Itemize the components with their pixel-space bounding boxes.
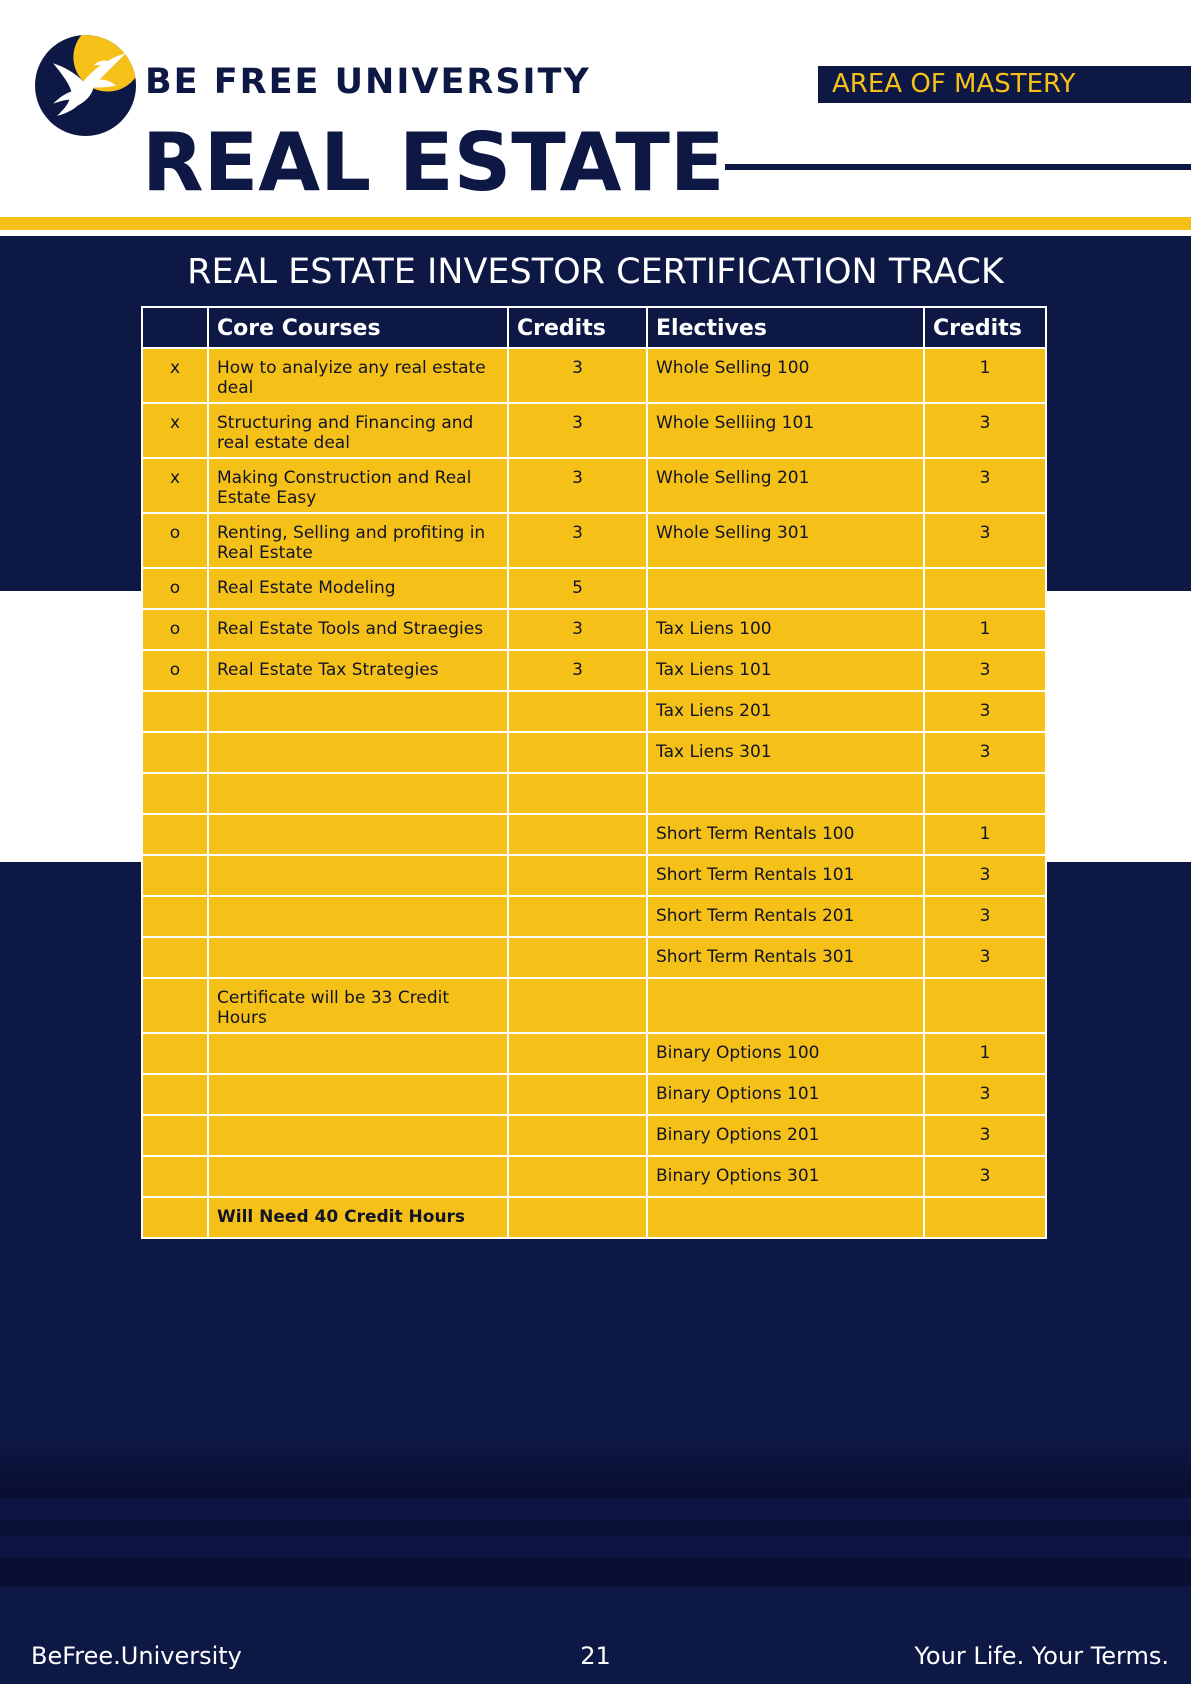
table-row	[142, 896, 1046, 937]
status-mark	[142, 1033, 208, 1074]
footer-tagline: Your Life. Your Terms.	[914, 1642, 1169, 1670]
elective-course: Whole Selling 100	[647, 348, 924, 403]
elective-course: Short Term Rentals 100	[647, 814, 924, 855]
core-course: How to analyize any real estate deal	[208, 348, 508, 403]
status-mark	[142, 1074, 208, 1115]
table-row	[142, 458, 1046, 513]
elective-credits: 3	[924, 1156, 1046, 1197]
status-mark: o	[142, 568, 208, 609]
elective-course: Whole Selling 201	[647, 458, 924, 513]
elective-credits: 3	[924, 513, 1046, 568]
core-credits	[508, 732, 647, 773]
area-of-mastery-label: AREA OF MASTERY	[832, 69, 1076, 99]
elective-course: Tax Liens 101	[647, 650, 924, 691]
elective-credits: 1	[924, 1033, 1046, 1074]
elective-course: Short Term Rentals 101	[647, 855, 924, 896]
table-body	[142, 348, 1046, 1238]
elective-course: Binary Options 101	[647, 1074, 924, 1115]
elective-course	[647, 773, 924, 814]
core-credits: 3	[508, 513, 647, 568]
elective-course: Whole Selling 301	[647, 513, 924, 568]
status-mark	[142, 896, 208, 937]
core-credits	[508, 978, 647, 1033]
core-credits	[508, 1115, 647, 1156]
elective-course: Whole Selliing 101	[647, 403, 924, 458]
elective-course: Short Term Rentals 301	[647, 937, 924, 978]
core-credits: 3	[508, 609, 647, 650]
elective-credits	[924, 773, 1046, 814]
core-course	[208, 1115, 508, 1156]
status-mark	[142, 732, 208, 773]
core-credits	[508, 691, 647, 732]
core-course	[208, 1074, 508, 1115]
table-row	[142, 732, 1046, 773]
status-mark: x	[142, 458, 208, 513]
core-course: Will Need 40 Credit Hours	[208, 1197, 508, 1238]
core-course	[208, 732, 508, 773]
core-course	[208, 855, 508, 896]
elective-credits: 3	[924, 403, 1046, 458]
elective-credits	[924, 1197, 1046, 1238]
elective-credits: 3	[924, 691, 1046, 732]
status-mark	[142, 855, 208, 896]
elective-course: Binary Options 301	[647, 1156, 924, 1197]
core-credits: 3	[508, 348, 647, 403]
core-course: Making Construction and Real Estate Easy	[208, 458, 508, 513]
elective-credits	[924, 978, 1046, 1033]
core-course: Certificate will be 33 Credit Hours	[208, 978, 508, 1033]
table-row	[142, 814, 1046, 855]
table-row	[142, 1197, 1046, 1238]
table-row	[142, 691, 1046, 732]
elective-course	[647, 1197, 924, 1238]
core-credits	[508, 1074, 647, 1115]
core-credits	[508, 1156, 647, 1197]
column-header-status	[142, 307, 208, 348]
table-row	[142, 937, 1046, 978]
gold-divider	[0, 217, 1191, 230]
status-mark	[142, 814, 208, 855]
table-row	[142, 568, 1046, 609]
table-header-row	[142, 307, 1046, 348]
core-credits: 3	[508, 650, 647, 691]
footer-stripe	[0, 1536, 1191, 1558]
core-credits	[508, 937, 647, 978]
core-credits	[508, 814, 647, 855]
status-mark: o	[142, 609, 208, 650]
status-mark	[142, 937, 208, 978]
core-credits	[508, 1033, 647, 1074]
core-credits: 5	[508, 568, 647, 609]
status-mark	[142, 1156, 208, 1197]
elective-course: Short Term Rentals 201	[647, 896, 924, 937]
elective-course: Binary Options 201	[647, 1115, 924, 1156]
elective-course: Tax Liens 301	[647, 732, 924, 773]
core-course	[208, 814, 508, 855]
footer-stripe	[0, 1558, 1191, 1586]
elective-credits: 3	[924, 896, 1046, 937]
page-title: REAL ESTATE	[142, 116, 725, 209]
status-mark: o	[142, 650, 208, 691]
table-row	[142, 978, 1046, 1033]
section-title: REAL ESTATE INVESTOR CERTIFICATION TRACK	[187, 252, 1004, 292]
elective-credits: 3	[924, 855, 1046, 896]
column-header-elective-credits: Credits	[924, 307, 1046, 348]
table-row	[142, 773, 1046, 814]
elective-course: Tax Liens 100	[647, 609, 924, 650]
core-course: Real Estate Tax Strategies	[208, 650, 508, 691]
core-credits: 3	[508, 458, 647, 513]
elective-course	[647, 978, 924, 1033]
elective-credits: 3	[924, 937, 1046, 978]
page-number: 21	[580, 1642, 611, 1670]
elective-course: Binary Options 100	[647, 1033, 924, 1074]
elective-credits: 1	[924, 609, 1046, 650]
status-mark: x	[142, 348, 208, 403]
core-course	[208, 773, 508, 814]
core-credits	[508, 855, 647, 896]
core-credits: 3	[508, 403, 647, 458]
table-row	[142, 513, 1046, 568]
page-header	[0, 0, 1191, 235]
core-credits	[508, 773, 647, 814]
status-mark: x	[142, 403, 208, 458]
table-row	[142, 650, 1046, 691]
core-course: Real Estate Modeling	[208, 568, 508, 609]
core-course: Renting, Selling and profiting in Real Estate	[208, 513, 508, 568]
table-row	[142, 403, 1046, 458]
status-mark	[142, 978, 208, 1033]
elective-credits	[924, 568, 1046, 609]
elective-credits: 3	[924, 650, 1046, 691]
status-mark	[142, 1115, 208, 1156]
core-course: Structuring and Financing and real estate deal	[208, 403, 508, 458]
table-row	[142, 348, 1046, 403]
status-mark	[142, 691, 208, 732]
table-row	[142, 855, 1046, 896]
table-row	[142, 609, 1046, 650]
certification-track-table	[141, 306, 1047, 1239]
table-row	[142, 1033, 1046, 1074]
footer-site: BeFree.University	[31, 1642, 242, 1670]
brand-name: BE FREE UNIVERSITY	[145, 62, 591, 102]
area-of-mastery-banner	[818, 66, 1191, 103]
elective-credits: 3	[924, 1074, 1046, 1115]
status-mark	[142, 773, 208, 814]
core-course	[208, 937, 508, 978]
elective-credits: 3	[924, 458, 1046, 513]
elective-course: Tax Liens 201	[647, 691, 924, 732]
eagle-logo-icon	[35, 35, 136, 136]
footer-stripe	[0, 1520, 1191, 1536]
elective-credits: 3	[924, 1115, 1046, 1156]
core-course	[208, 1156, 508, 1197]
status-mark: o	[142, 513, 208, 568]
table-row	[142, 1074, 1046, 1115]
elective-course	[647, 568, 924, 609]
table-row	[142, 1115, 1046, 1156]
core-credits	[508, 1197, 647, 1238]
elective-credits: 1	[924, 348, 1046, 403]
core-course: Real Estate Tools and Straegies	[208, 609, 508, 650]
elective-credits: 1	[924, 814, 1046, 855]
column-header-electives: Electives	[647, 307, 924, 348]
core-course	[208, 896, 508, 937]
core-course	[208, 691, 508, 732]
column-header-core-credits: Credits	[508, 307, 647, 348]
title-rule	[725, 164, 1191, 170]
status-mark	[142, 1197, 208, 1238]
footer-fade	[0, 1440, 1191, 1500]
column-header-core-courses: Core Courses	[208, 307, 508, 348]
core-credits	[508, 896, 647, 937]
footer-stripe	[0, 1498, 1191, 1520]
table-row	[142, 1156, 1046, 1197]
core-course	[208, 1033, 508, 1074]
elective-credits: 3	[924, 732, 1046, 773]
